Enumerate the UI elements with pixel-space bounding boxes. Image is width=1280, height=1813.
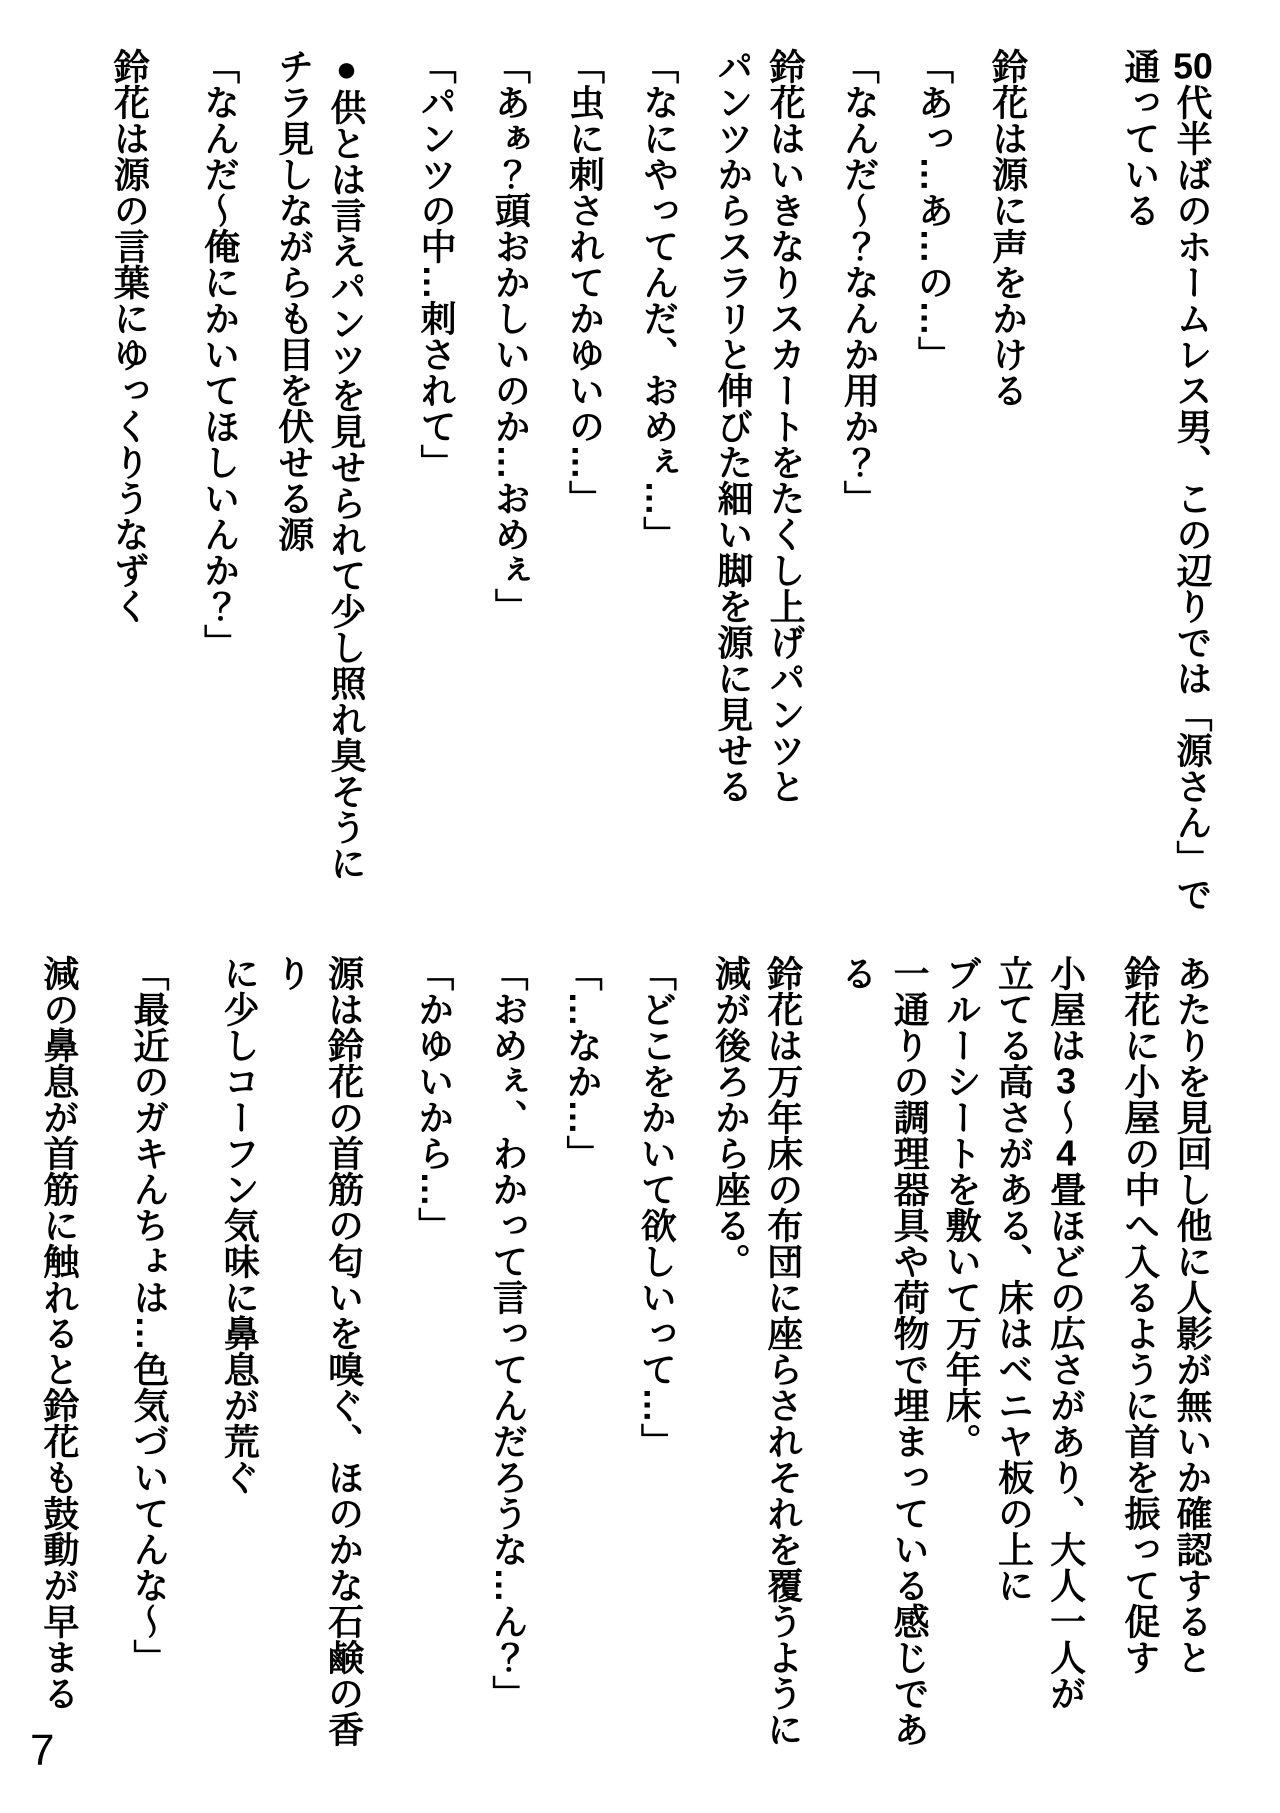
text-line: ブルーシートを敷いて万年床。 <box>941 955 983 1459</box>
text-line: 「あっ…あ…の…」 <box>913 48 955 372</box>
text-line: 50代半ばのホームレス男、この辺りでは「源さん」で <box>1172 48 1213 912</box>
text-line: チラ見しながらも目を伏せる源 <box>273 48 315 552</box>
text-line: 鈴花は源に声をかける <box>987 48 1029 408</box>
text-paragraph <box>831 955 1092 1775</box>
text-line: 通っている <box>1119 48 1161 228</box>
text-paragraph <box>704 955 808 1775</box>
text-line: 一通りの調理器具や荷物で埋まっている感じである <box>836 955 931 1747</box>
text-paragraph <box>103 48 155 928</box>
text-line: 「なんだ〜？なんか用か？」 <box>839 48 881 516</box>
text-paragraph <box>981 48 1033 928</box>
text-paragraph <box>556 955 608 1775</box>
story-text-block-top <box>103 48 1218 928</box>
text-line: 「なんだ〜俺にかいてほしいんか？」 <box>199 48 241 660</box>
horizontal-in-vertical-number: 4 <box>1056 1135 1077 1171</box>
text-line: 「なにやってんだ、おめぇ…」 <box>638 48 680 552</box>
text-line: パンツからスラリと伸びた細い脚を源に見せる <box>712 48 754 804</box>
text-line: 源は鈴花の首筋の匂いを嗅ぐ、ほのかな石鹸の香り <box>271 955 365 1747</box>
text-line: に少しコーフン気味に鼻息が荒ぐ <box>219 955 261 1495</box>
text-paragraph <box>558 48 610 928</box>
text-line: 「…なか…」 <box>562 955 604 1171</box>
text-line: 鈴花は万年床の布団に座らされそれを覆うように <box>762 955 804 1747</box>
text-line: 「おめぇ、わかって言ってんだろうな…ん？」 <box>487 955 529 1711</box>
text-line: 「パンツの中…刺されて」 <box>416 48 458 480</box>
text-line: 鈴花に小屋の中へ入るように首を振って促す <box>1119 955 1161 1675</box>
text-paragraph <box>630 955 682 1775</box>
text-line: 減が後ろから座る。 <box>710 955 752 1279</box>
text-paragraph <box>408 955 460 1775</box>
text-line: 「最近のガキんちょは…色気づいてんな〜」 <box>129 955 170 1675</box>
text-line: 小屋は3〜4畳ほどの広さがあり、大人一人が <box>1045 955 1087 1711</box>
text-line: 「あぁ？頭おかしいのか…おめぇ」 <box>490 48 532 624</box>
text-line: ●供とは言えパンツを見せられて少し照れ臭そうに <box>325 48 367 881</box>
text-line: 「どこをかいて欲しいって…」 <box>636 955 678 1459</box>
text-paragraph <box>707 48 811 928</box>
text-line: 鈴花はいきなりスカートをたくし上げパンツと <box>765 48 807 804</box>
text-paragraph <box>268 48 372 928</box>
text-paragraph <box>193 48 245 928</box>
text-line: 「虫に刺されてかゆいの…」 <box>564 48 606 516</box>
text-line: あたりを見回し他に人影が無いか確認すると <box>1172 955 1213 1675</box>
text-paragraph <box>484 48 536 928</box>
text-paragraph <box>213 955 370 1775</box>
text-paragraph <box>123 955 175 1775</box>
story-text-block-bottom <box>33 955 1218 1775</box>
text-line: 鈴花は源の言葉にゆっくりうなずく <box>109 48 151 624</box>
text-line: 減の鼻息が首筋に触れると鈴花も鼓動が早まる <box>38 955 80 1711</box>
text-paragraph <box>482 955 534 1775</box>
horizontal-in-vertical-number: 50 <box>1173 48 1213 84</box>
text-paragraph <box>633 48 685 928</box>
text-paragraph <box>1114 955 1218 1775</box>
horizontal-in-vertical-number: 3 <box>1056 1063 1077 1099</box>
text-paragraph <box>907 48 959 928</box>
text-paragraph <box>33 955 85 1775</box>
text-line: 「かゆいから…」 <box>413 955 455 1243</box>
text-paragraph <box>1114 48 1218 928</box>
text-line: 立てる高さがある、床はベニヤ板の上に <box>993 955 1035 1603</box>
text-paragraph <box>410 48 462 928</box>
page-number: 7 <box>30 1726 55 1775</box>
text-paragraph <box>833 48 885 928</box>
